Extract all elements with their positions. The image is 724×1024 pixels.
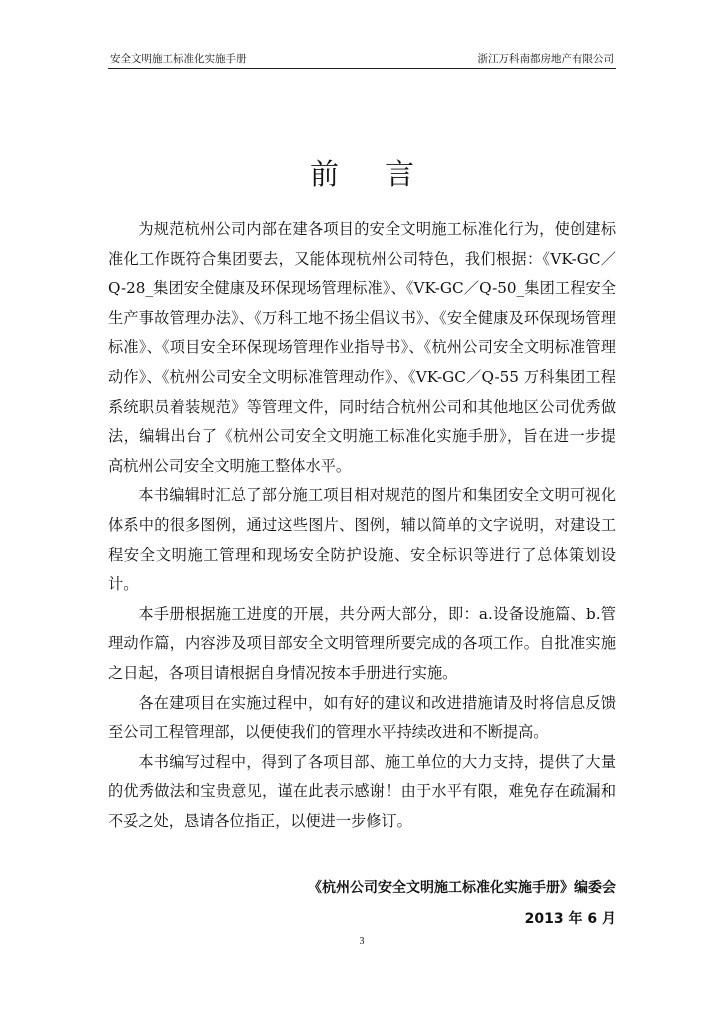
running-header [108,50,616,68]
publication-date: 2013 年 6 月 [524,911,616,927]
header-divider [108,68,616,69]
signature-block [308,873,616,935]
page-number: 3 [359,936,365,947]
paragraph: 本书编写过程中，得到了各项目部、施工单位的大力支持，提供了大量的优秀做法和宝贵意见，谨在此表示感谢！由于水平有限，难免存在疏漏和不妥之处，恳请各位指正，以便进一步修订。 [108,752,616,830]
paragraph: 本手册根据施工进度的开展，共分两大部分，即：a.设备设施篇、b.管理动作篇，内容涉及项目部安全文明管理所要完成的各项工作。自批准实施之日起，各项目请根据自身情况按本手册进行实施。 [108,604,616,682]
header-company-name: 浙江万科南都房地产有限公司 [477,53,614,65]
editorial-committee: 《杭州公司安全文明施工标准化实施手册》编委会 [308,880,616,896]
preface-body [108,215,616,836]
page-title: 前言 [309,157,460,191]
paragraph: 本书编辑时汇总了部分施工项目相对规范的图片和集团安全文明可视化体系中的很多图例，通过这些图片、图例，辅以简单的文字说明，对建设工程安全文明施工管理和现场安全防护设施、安全标识等进行了总体策划设计。 [108,486,616,594]
paragraph: 各在建项目在实施过程中，如有好的建议和改进措施请及时将信息反馈至公司工程管理部，以便使我们的管理水平持续改进和不断提高。 [108,693,616,742]
paragraph: 为规范杭州公司内部在建各项目的安全文明施工标准化行为，使创建标准化工作既符合集团要去，又能体现杭州公司特色，我们根据：《VK-GC／Q-28_集团安全健康及环保现场管理标准》、《VK-GC／Q-50_集团工程安全生产事故管理办法》、《万科工地不扬尘倡议书》、《安全健康及环保现场管理标准》、《项目安全环保现场管理作业指导书》、《杭州公司安全文明标准管理动作》、《杭州公司安全文明标准管理动作》、《VK-GC／Q-55 万科集团工程系统职员着装规范》等管理文件，同时结合杭州公司和其他地区公司优秀做法，编辑出台了《杭州公司安全文明施工标准化实施手册》，旨在进一步提高杭州公司安全文明施工整体水平。 [108,220,616,475]
header-manual-title: 安全文明施工标准化实施手册 [110,53,247,65]
